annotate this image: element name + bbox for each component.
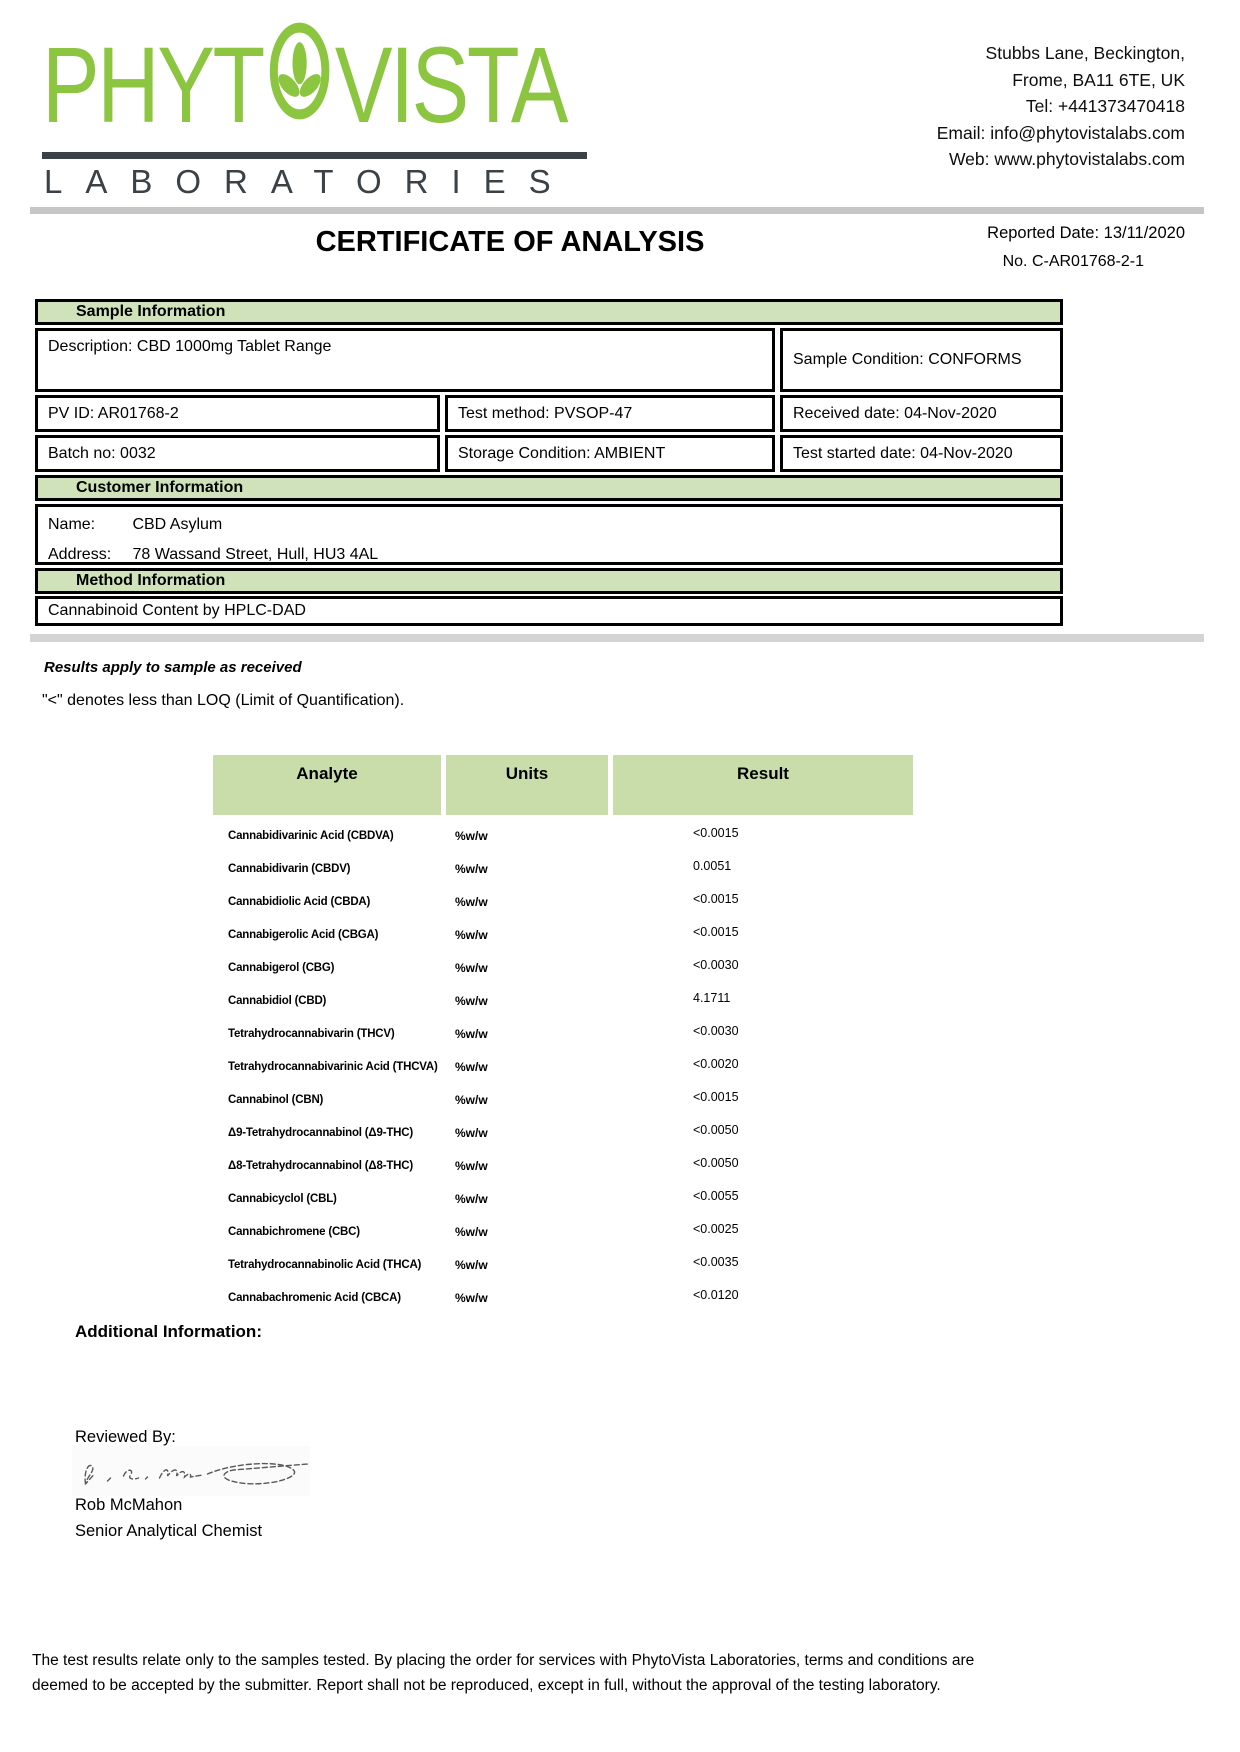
contact-phone: Tel: +441373470418 bbox=[1025, 96, 1185, 116]
customer-name-row bbox=[48, 516, 1050, 534]
results-table bbox=[213, 755, 913, 1314]
analyte-name: Cannabicyclol (CBL) bbox=[228, 1192, 337, 1205]
phytovista-logo bbox=[42, 0, 602, 205]
test-started-date: Test started date: 04-Nov-2020 bbox=[780, 435, 1063, 472]
sample-note: Results apply to sample as received bbox=[44, 659, 302, 676]
result-value: 4.1711 bbox=[693, 990, 731, 1005]
result-value: <0.0015 bbox=[693, 825, 739, 840]
table-row bbox=[213, 1149, 913, 1182]
page-title: CERTIFICATE OF ANALYSIS bbox=[315, 226, 705, 258]
units-value: %w/w bbox=[455, 993, 488, 1008]
result-value: <0.0050 bbox=[693, 1155, 739, 1170]
customer-details bbox=[35, 504, 1063, 565]
sample-information-header: Sample Information bbox=[35, 299, 1063, 325]
units-value: %w/w bbox=[455, 1158, 488, 1173]
reviewer-title: Senior Analytical Chemist bbox=[75, 1522, 263, 1540]
table-row bbox=[213, 852, 913, 885]
units-value: %w/w bbox=[455, 1059, 488, 1074]
reviewer-name: Rob McMahon bbox=[75, 1496, 183, 1514]
result-value: 0.0051 bbox=[693, 858, 732, 873]
method-description: Cannabinoid Content by HPLC-DAD bbox=[35, 596, 1063, 626]
table-row bbox=[213, 1215, 913, 1248]
result-value: <0.0030 bbox=[693, 957, 739, 972]
analyte-name: Cannabigerolic Acid (CBGA) bbox=[228, 928, 379, 941]
table-row bbox=[213, 819, 913, 852]
pv-id: PV ID: AR01768-2 bbox=[35, 395, 440, 432]
table-row bbox=[213, 1281, 913, 1314]
loq-note: "<" denotes less than LOQ (Limit of Quantification). bbox=[42, 692, 405, 709]
analyte-name: Cannabinol (CBN) bbox=[228, 1093, 324, 1106]
result-value: <0.0030 bbox=[693, 1023, 739, 1038]
lab-contact-block bbox=[937, 40, 1185, 173]
result-value: <0.0015 bbox=[693, 924, 739, 939]
analyte-name: Cannabichromene (CBC) bbox=[228, 1225, 360, 1238]
storage-condition: Storage Condition: AMBIENT bbox=[445, 435, 775, 472]
analyte-name: Tetrahydrocannabivarinic Acid (THCVA) bbox=[228, 1060, 438, 1073]
header-divider bbox=[30, 207, 1204, 214]
result-value: <0.0020 bbox=[693, 1056, 739, 1071]
table-row bbox=[213, 951, 913, 984]
units-value: %w/w bbox=[455, 1125, 488, 1140]
units-value: %w/w bbox=[455, 1224, 488, 1239]
table-row bbox=[213, 1248, 913, 1281]
sample-condition: Sample Condition: CONFORMS bbox=[780, 328, 1063, 392]
disclaimer-line1: The test results relate only to the samples tested. By placing the order for services with PhytoVista Laboratories, terms and conditions are bbox=[32, 1652, 975, 1669]
analyte-name: Δ9-Tetrahydrocannabinol (Δ9-THC) bbox=[228, 1126, 413, 1139]
units-value: %w/w bbox=[455, 1026, 488, 1041]
customer-address-row bbox=[48, 546, 1050, 564]
logo-divider bbox=[42, 152, 587, 159]
method-information-header: Method Information bbox=[35, 568, 1063, 594]
units-value: %w/w bbox=[455, 1191, 488, 1206]
test-method: Test method: PVSOP-47 bbox=[445, 395, 775, 432]
reviewer-signature bbox=[72, 1446, 310, 1496]
reviewed-by-label: Reviewed By: bbox=[75, 1428, 176, 1446]
table-row bbox=[213, 984, 913, 1017]
customer-information-header: Customer Information bbox=[35, 475, 1063, 501]
units-value: %w/w bbox=[455, 1092, 488, 1107]
table-row bbox=[213, 1050, 913, 1083]
table-row bbox=[213, 1182, 913, 1215]
brand-wordmark bbox=[42, 22, 566, 147]
column-header-analyte: Analyte bbox=[213, 755, 441, 815]
result-value: <0.0035 bbox=[693, 1254, 739, 1269]
units-value: %w/w bbox=[455, 1290, 488, 1305]
brand-suffix: VISTA bbox=[334, 24, 567, 145]
analyte-name: Δ8-Tetrahydrocannabinol (Δ8-THC) bbox=[228, 1159, 413, 1172]
analyte-name: Cannabigerol (CBG) bbox=[228, 961, 335, 974]
results-table-header bbox=[213, 755, 913, 815]
customer-name-value: CBD Asylum bbox=[132, 516, 223, 533]
contact-web: Web: www.phytovistalabs.com bbox=[948, 149, 1185, 169]
disclaimer-line2: deemed to be accepted by the submitter. Report shall not be reproduced, except in full, without the approval of the testing laboratory. bbox=[32, 1677, 941, 1694]
contact-email: Email: info@phytovistalabs.com bbox=[936, 122, 1185, 143]
result-value: <0.0055 bbox=[693, 1188, 739, 1203]
analyte-name: Cannabidiolic Acid (CBDA) bbox=[228, 895, 371, 908]
result-value: <0.0015 bbox=[693, 891, 739, 906]
analyte-name: Tetrahydrocannabinolic Acid (THCA) bbox=[228, 1258, 422, 1271]
customer-address-value: 78 Wassand Street, Hull, HU3 4AL bbox=[132, 546, 379, 563]
table-row bbox=[213, 1116, 913, 1149]
signature-icon bbox=[72, 1446, 310, 1496]
units-value: %w/w bbox=[455, 828, 488, 843]
sample-description: Description: CBD 1000mg Tablet Range bbox=[35, 328, 775, 392]
customer-name-label: Name: bbox=[48, 516, 96, 533]
contact-address-line2: Frome, BA11 6TE, UK bbox=[1012, 69, 1185, 90]
contact-address-line1: Stubbs Lane, Beckington, bbox=[985, 43, 1185, 63]
leaf-o-icon bbox=[268, 21, 332, 121]
units-value: %w/w bbox=[455, 927, 488, 942]
footer-disclaimer bbox=[32, 1648, 1217, 1698]
units-value: %w/w bbox=[455, 1257, 488, 1272]
certificate-number: No. C-AR01768-2-1 bbox=[1002, 253, 1144, 270]
brand-prefix: PHYT bbox=[42, 24, 263, 145]
section-divider-bar bbox=[30, 634, 1204, 642]
additional-information-label: Additional Information: bbox=[75, 1322, 262, 1341]
table-row bbox=[213, 1083, 913, 1116]
result-value: <0.0120 bbox=[693, 1287, 739, 1302]
batch-no: Batch no: 0032 bbox=[35, 435, 440, 472]
result-value: <0.0015 bbox=[693, 1089, 739, 1104]
units-value: %w/w bbox=[455, 960, 488, 975]
received-date: Received date: 04-Nov-2020 bbox=[780, 395, 1063, 432]
reported-date: Reported Date: 13/11/2020 bbox=[987, 224, 1185, 242]
customer-address-label: Address: bbox=[48, 546, 112, 563]
analyte-name: Cannabidivarinic Acid (CBDVA) bbox=[228, 829, 394, 842]
analyte-name: Tetrahydrocannabivarin (THCV) bbox=[228, 1027, 395, 1040]
table-row bbox=[213, 1017, 913, 1050]
column-header-result: Result bbox=[613, 755, 913, 815]
result-value: <0.0025 bbox=[693, 1221, 739, 1236]
table-row bbox=[213, 885, 913, 918]
analyte-name: Cannabidivarin (CBDV) bbox=[228, 862, 351, 875]
column-header-units: Units bbox=[446, 755, 608, 815]
results-table-body bbox=[213, 819, 913, 1314]
analyte-name: Cannabidiol (CBD) bbox=[228, 994, 327, 1007]
table-row bbox=[213, 918, 913, 951]
units-value: %w/w bbox=[455, 861, 488, 876]
analyte-name: Cannabachromenic Acid (CBCA) bbox=[228, 1291, 401, 1304]
brand-subtitle: LABORATORIES bbox=[44, 163, 574, 200]
result-value: <0.0050 bbox=[693, 1122, 739, 1137]
units-value: %w/w bbox=[455, 894, 488, 909]
